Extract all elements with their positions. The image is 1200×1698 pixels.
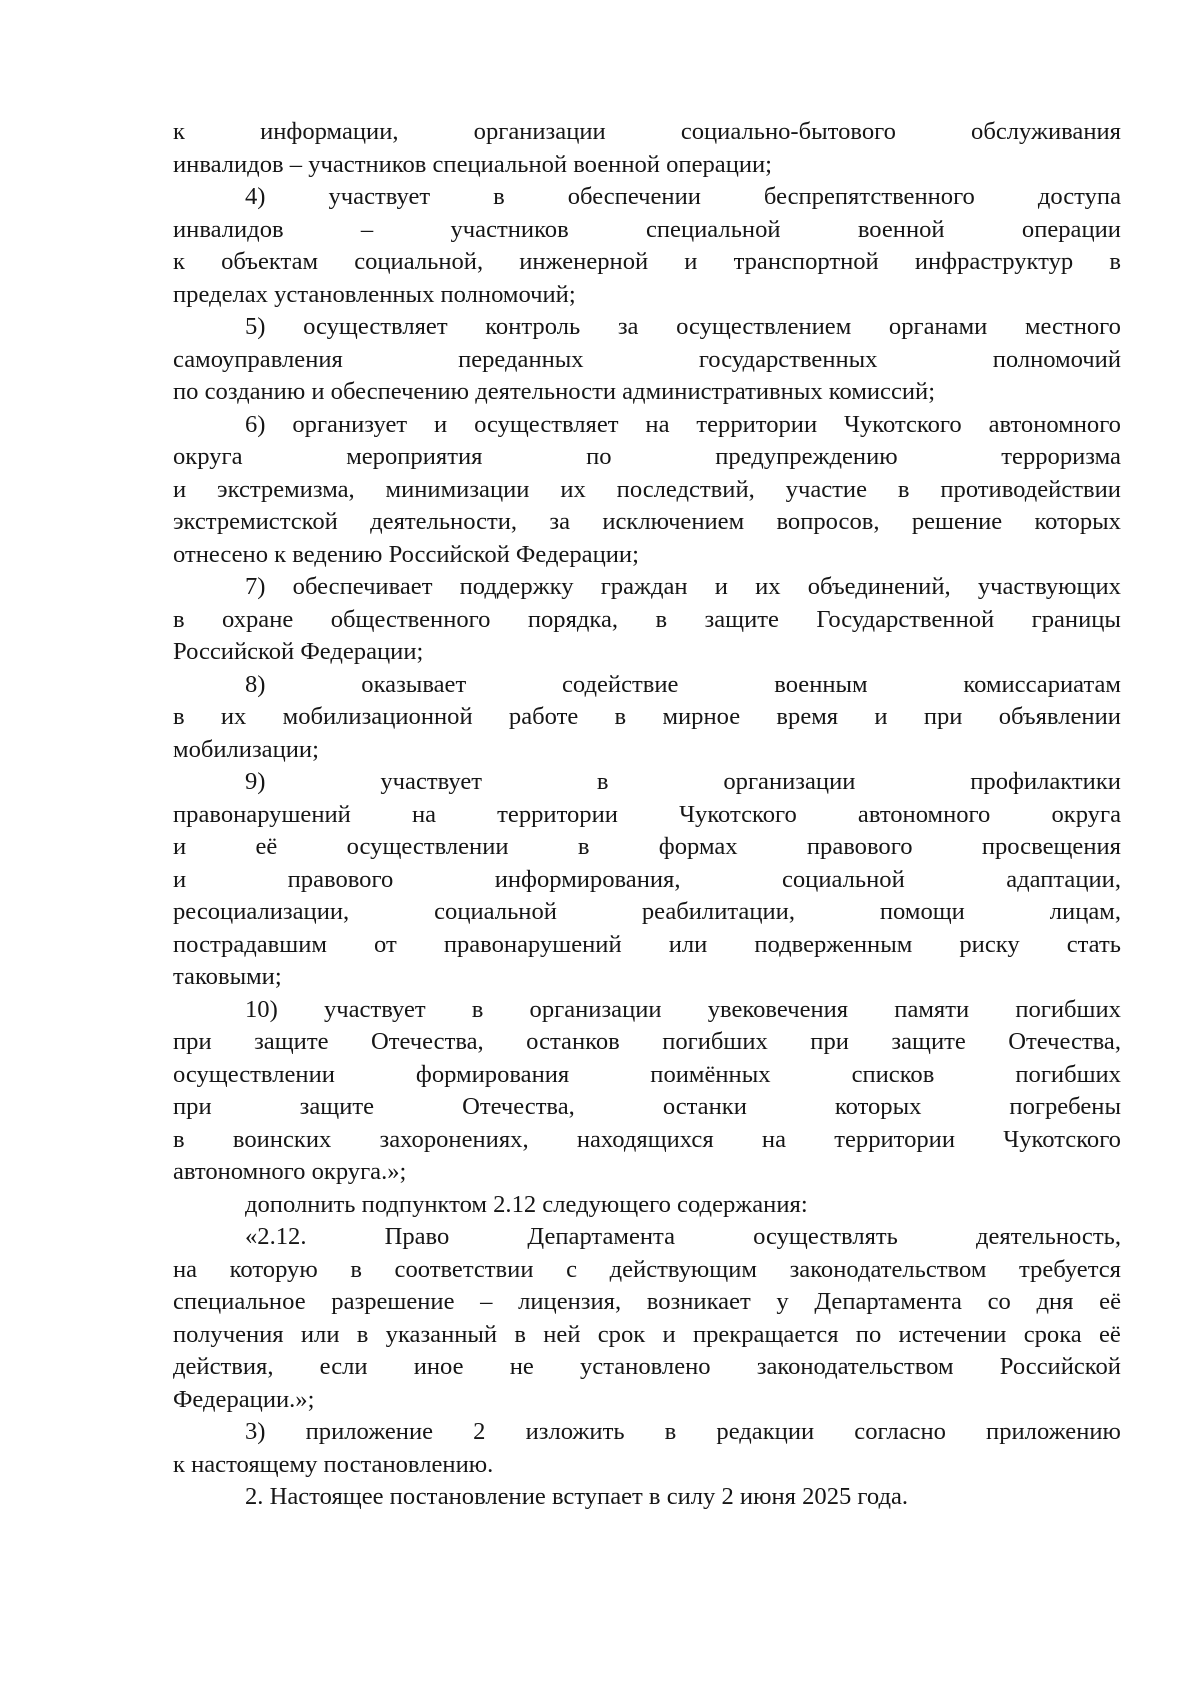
word: участвует bbox=[380, 768, 483, 795]
word: организации bbox=[529, 995, 662, 1023]
word: по bbox=[586, 443, 612, 470]
text-line bbox=[173, 604, 1121, 637]
word: получения bbox=[173, 1320, 284, 1348]
word: осуществляет bbox=[303, 313, 448, 340]
word: 10) bbox=[245, 995, 278, 1023]
word: их bbox=[220, 703, 247, 730]
word: останков bbox=[526, 1028, 620, 1055]
word: в bbox=[1109, 248, 1121, 275]
text-line bbox=[173, 929, 1121, 962]
word: действия, bbox=[173, 1353, 274, 1380]
word: осуществляет bbox=[474, 410, 619, 438]
word: исключением bbox=[602, 508, 745, 535]
word: на bbox=[761, 1125, 786, 1153]
word: социальной bbox=[434, 898, 557, 925]
word: и bbox=[662, 1320, 676, 1348]
word: прекращается bbox=[692, 1320, 839, 1348]
word: поимённых bbox=[650, 1060, 771, 1088]
word: транспортной bbox=[733, 248, 879, 275]
text-line bbox=[173, 246, 1121, 279]
word: за bbox=[549, 508, 571, 535]
word: защите bbox=[891, 1028, 966, 1055]
word: – bbox=[480, 1288, 493, 1315]
word: защите bbox=[254, 1028, 329, 1055]
word: в bbox=[173, 605, 185, 633]
text-line bbox=[173, 896, 1121, 929]
word: которых bbox=[834, 1093, 922, 1120]
word: контроль bbox=[485, 313, 581, 340]
word: останки bbox=[662, 1093, 747, 1120]
word: участие bbox=[785, 475, 867, 503]
word: правового bbox=[806, 833, 913, 860]
word: общественного bbox=[330, 605, 491, 633]
word: осуществлением bbox=[676, 313, 852, 340]
word: «2.12. bbox=[245, 1223, 307, 1250]
text-line bbox=[173, 1319, 1121, 1352]
text-line bbox=[173, 441, 1121, 474]
word: при bbox=[173, 1028, 212, 1055]
word: военным bbox=[774, 670, 868, 698]
word: у bbox=[776, 1288, 789, 1315]
word: беспрепятственного bbox=[763, 183, 975, 210]
word: территории bbox=[696, 410, 818, 438]
word: и bbox=[874, 703, 888, 730]
word: автономного bbox=[988, 410, 1121, 438]
word: 8) bbox=[245, 670, 266, 698]
word: на bbox=[411, 800, 437, 828]
word: в bbox=[471, 995, 484, 1023]
word: при bbox=[923, 703, 963, 730]
text-line bbox=[173, 1026, 1121, 1059]
word: ресоциализации, bbox=[173, 898, 350, 925]
word: за bbox=[617, 313, 639, 340]
word: специальное bbox=[173, 1288, 306, 1315]
text-line: дополнить подпунктом 2.12 следующего содержания: bbox=[245, 1190, 808, 1218]
word: вопросов, bbox=[776, 508, 880, 535]
word: охране bbox=[222, 605, 294, 633]
word: погибших bbox=[1015, 995, 1121, 1023]
word: автономного bbox=[857, 800, 991, 828]
text-line bbox=[173, 1124, 1121, 1157]
word: увековечения bbox=[707, 995, 849, 1023]
word: Департамента bbox=[814, 1288, 962, 1315]
text-line bbox=[173, 766, 1121, 799]
word: порядка, bbox=[527, 605, 619, 633]
word: иное bbox=[413, 1353, 464, 1380]
word: инфраструктур bbox=[914, 248, 1074, 275]
word: и bbox=[173, 833, 187, 860]
word: время bbox=[776, 703, 839, 730]
word: по bbox=[855, 1320, 882, 1348]
word: местного bbox=[1024, 313, 1121, 340]
word: объединений, bbox=[807, 573, 951, 600]
word: в bbox=[897, 475, 910, 503]
word: в bbox=[350, 1255, 362, 1283]
word: 5) bbox=[245, 313, 266, 340]
word: в bbox=[664, 1418, 677, 1445]
word: указанный bbox=[385, 1320, 498, 1348]
word: при bbox=[810, 1028, 849, 1055]
word: социально-бытового bbox=[680, 118, 896, 145]
word: социальной, bbox=[354, 248, 484, 275]
word: к bbox=[173, 118, 185, 145]
word: Российской bbox=[999, 1353, 1121, 1380]
word: экстремистской bbox=[173, 508, 338, 535]
word: оказывает bbox=[361, 670, 467, 698]
word: противодействии bbox=[940, 475, 1121, 503]
text-line: таковыми; bbox=[173, 963, 282, 990]
word: территории bbox=[834, 1125, 956, 1153]
text-line bbox=[173, 994, 1121, 1027]
word: социальной bbox=[781, 865, 905, 893]
word: погибших bbox=[662, 1028, 768, 1055]
word: в bbox=[173, 1125, 185, 1153]
word: воинских bbox=[232, 1125, 332, 1153]
text-line bbox=[173, 506, 1121, 539]
word: округа bbox=[1051, 800, 1121, 828]
text-line: 2. Настоящее постановление вступает в силу 2 июня 2025 года. bbox=[245, 1483, 909, 1510]
word: в bbox=[173, 703, 185, 730]
word: формирования bbox=[415, 1060, 570, 1088]
word: законодательством bbox=[789, 1255, 987, 1283]
word: просвещения bbox=[981, 833, 1121, 860]
word: её bbox=[1098, 1320, 1121, 1348]
word: информирования, bbox=[494, 865, 681, 893]
word: мирное bbox=[662, 703, 741, 730]
word: территории bbox=[497, 800, 618, 828]
word: переданных bbox=[458, 345, 584, 373]
word: правового bbox=[287, 865, 394, 893]
text-line bbox=[173, 474, 1121, 507]
word: обеспечении bbox=[567, 183, 701, 210]
word: которых bbox=[1034, 508, 1121, 535]
text-line: инвалидов – участников специальной военной операции; bbox=[173, 150, 773, 178]
word: и bbox=[434, 410, 448, 438]
text-line bbox=[173, 831, 1121, 864]
word: граждан bbox=[600, 573, 688, 600]
document-body bbox=[173, 116, 1121, 1514]
word: защите bbox=[704, 605, 779, 633]
word: Отечества, bbox=[370, 1028, 484, 1055]
text-line bbox=[173, 214, 1121, 247]
word: организует bbox=[292, 410, 408, 438]
text-line bbox=[173, 1286, 1121, 1319]
word: её bbox=[255, 833, 278, 860]
word: мобилизационной bbox=[282, 703, 473, 730]
word: стать bbox=[1066, 930, 1121, 958]
word: и bbox=[684, 248, 698, 275]
text-line bbox=[173, 1254, 1121, 1287]
word: подверженным bbox=[754, 930, 913, 958]
word: Чукотского bbox=[679, 800, 797, 828]
word: истечении bbox=[898, 1320, 1007, 1348]
word: самоуправления bbox=[173, 345, 343, 373]
text-line bbox=[173, 1059, 1121, 1092]
word: в bbox=[614, 703, 627, 730]
word: соответствии bbox=[394, 1255, 534, 1283]
word: военной bbox=[857, 215, 945, 243]
word: правонарушений bbox=[443, 930, 622, 958]
word: формах bbox=[658, 833, 738, 860]
word: информации, bbox=[260, 118, 399, 145]
text-line: Российской Федерации; bbox=[173, 638, 424, 665]
word: помощи bbox=[879, 898, 965, 925]
word: или bbox=[668, 930, 708, 958]
word: адаптации, bbox=[1006, 865, 1121, 893]
word: последствий, bbox=[616, 475, 755, 503]
word: погибших bbox=[1015, 1060, 1121, 1088]
word: деятельность, bbox=[975, 1223, 1121, 1250]
word: редакции bbox=[716, 1418, 815, 1445]
word: 3) bbox=[245, 1418, 266, 1445]
text-line: Федерации.»; bbox=[173, 1385, 315, 1413]
word: пострадавшим bbox=[173, 930, 327, 958]
word: участников bbox=[450, 215, 569, 243]
word: приложение bbox=[305, 1418, 434, 1445]
word: Отечества, bbox=[1008, 1028, 1121, 1055]
word: округа bbox=[173, 443, 243, 470]
word: при bbox=[173, 1093, 212, 1120]
word: в bbox=[356, 1320, 369, 1348]
word: законодательством bbox=[756, 1353, 954, 1380]
word: полномочий bbox=[992, 345, 1121, 373]
word: Чукотского bbox=[1003, 1125, 1121, 1153]
text-line bbox=[173, 1091, 1121, 1124]
word: их bbox=[755, 573, 781, 600]
word: разрешение bbox=[331, 1288, 455, 1315]
word: которую bbox=[229, 1255, 318, 1283]
word: объектам bbox=[221, 248, 319, 275]
word: минимизации bbox=[385, 475, 530, 503]
text-line: мобилизации; bbox=[173, 735, 319, 763]
text-line: пределах установленных полномочий; bbox=[173, 280, 576, 308]
word: комиссариатам bbox=[963, 670, 1121, 698]
word: от bbox=[374, 930, 397, 958]
text-line bbox=[173, 181, 1121, 214]
word: поддержку bbox=[459, 573, 574, 600]
word: в bbox=[655, 605, 668, 633]
word: Право bbox=[384, 1223, 450, 1250]
word: если bbox=[319, 1353, 368, 1380]
word: организации bbox=[723, 768, 856, 795]
word: в bbox=[577, 833, 590, 860]
word: защите bbox=[299, 1093, 375, 1120]
word: погребены bbox=[1009, 1093, 1121, 1120]
word: изложить bbox=[525, 1418, 625, 1445]
word: Отечества, bbox=[462, 1093, 575, 1120]
word: государственных bbox=[698, 345, 878, 373]
word: Государственной bbox=[816, 605, 995, 633]
word: установлено bbox=[580, 1353, 711, 1380]
word: дня bbox=[1036, 1288, 1074, 1315]
word: решение bbox=[911, 508, 1003, 535]
word: 9) bbox=[245, 768, 266, 795]
word: обслуживания bbox=[971, 118, 1121, 145]
word: срока bbox=[1023, 1320, 1082, 1348]
text-line bbox=[173, 311, 1121, 344]
word: содействие bbox=[562, 670, 679, 698]
word: терроризма bbox=[1001, 443, 1121, 470]
word: 6) bbox=[245, 410, 266, 438]
word: инженерной bbox=[519, 248, 649, 275]
word: согласно bbox=[854, 1418, 946, 1445]
text-line bbox=[173, 701, 1121, 734]
text-line: отнесено к ведению Российской Федерации; bbox=[173, 540, 639, 568]
word: Департамента bbox=[527, 1223, 676, 1250]
word: работе bbox=[508, 703, 579, 730]
word: 7) bbox=[245, 573, 266, 600]
word: срок bbox=[597, 1320, 646, 1348]
word: её bbox=[1099, 1288, 1121, 1315]
word: ней bbox=[543, 1320, 581, 1348]
word: лицензия, bbox=[518, 1288, 622, 1315]
word: требуется bbox=[1018, 1255, 1121, 1283]
word: на bbox=[173, 1255, 198, 1283]
text-line bbox=[173, 1221, 1121, 1254]
word: правонарушений bbox=[173, 800, 351, 828]
word: реабилитации, bbox=[641, 898, 795, 925]
word: участвует bbox=[323, 995, 426, 1023]
text-line bbox=[173, 1416, 1121, 1449]
word: – bbox=[360, 215, 374, 243]
word: или bbox=[300, 1320, 340, 1348]
word: инвалидов bbox=[173, 215, 284, 243]
word: объявлении bbox=[998, 703, 1121, 730]
text-line bbox=[173, 669, 1121, 702]
text-line: к настоящему постановлению. bbox=[173, 1450, 494, 1478]
text-line: автономного округа.»; bbox=[173, 1158, 407, 1185]
word: захоронениях, bbox=[379, 1125, 529, 1153]
word: риску bbox=[959, 930, 1020, 958]
word: профилактики bbox=[970, 768, 1121, 795]
word: и bbox=[173, 865, 187, 893]
word: участвующих bbox=[977, 573, 1121, 600]
text-line: по созданию и обеспечению деятельности административных комиссий; bbox=[173, 378, 936, 405]
word: в bbox=[493, 183, 505, 210]
word: осуществлять bbox=[753, 1223, 898, 1250]
word: их bbox=[560, 475, 586, 503]
word: на bbox=[645, 410, 670, 438]
word: органами bbox=[888, 313, 988, 340]
word: не bbox=[509, 1353, 534, 1380]
text-line bbox=[173, 344, 1121, 377]
word: осуществлении bbox=[173, 1060, 335, 1088]
word: мероприятия bbox=[346, 443, 483, 470]
word: находящихся bbox=[576, 1125, 714, 1153]
word: и bbox=[173, 475, 187, 503]
word: участвует bbox=[328, 183, 431, 210]
word: осуществлении bbox=[346, 833, 509, 860]
word: приложению bbox=[986, 1418, 1121, 1445]
word: предупреждению bbox=[715, 443, 898, 470]
word: деятельности, bbox=[370, 508, 518, 535]
word: организации bbox=[473, 118, 606, 145]
word: к bbox=[173, 248, 185, 275]
word: доступа bbox=[1037, 183, 1121, 210]
word: возникает bbox=[646, 1288, 751, 1315]
word: с bbox=[566, 1255, 578, 1283]
word: обеспечивает bbox=[292, 573, 433, 600]
word: в bbox=[514, 1320, 526, 1348]
word: операции bbox=[1021, 215, 1121, 243]
word: и bbox=[714, 573, 728, 600]
word: специальной bbox=[645, 215, 781, 243]
word: списков bbox=[851, 1060, 935, 1088]
word: Чукотского bbox=[844, 410, 962, 438]
word: со bbox=[987, 1288, 1011, 1315]
word: экстремизма, bbox=[217, 475, 355, 503]
word: 4) bbox=[245, 183, 266, 210]
word: 2 bbox=[473, 1418, 486, 1445]
text-line bbox=[173, 409, 1121, 442]
text-line bbox=[173, 116, 1121, 149]
text-line bbox=[173, 864, 1121, 897]
text-line bbox=[173, 1351, 1121, 1384]
word: в bbox=[596, 768, 609, 795]
word: действующим bbox=[609, 1255, 757, 1283]
word: лицам, bbox=[1049, 898, 1121, 925]
text-line bbox=[173, 799, 1121, 832]
word: памяти bbox=[894, 995, 970, 1023]
word: границы bbox=[1031, 605, 1121, 633]
text-line bbox=[173, 571, 1121, 604]
